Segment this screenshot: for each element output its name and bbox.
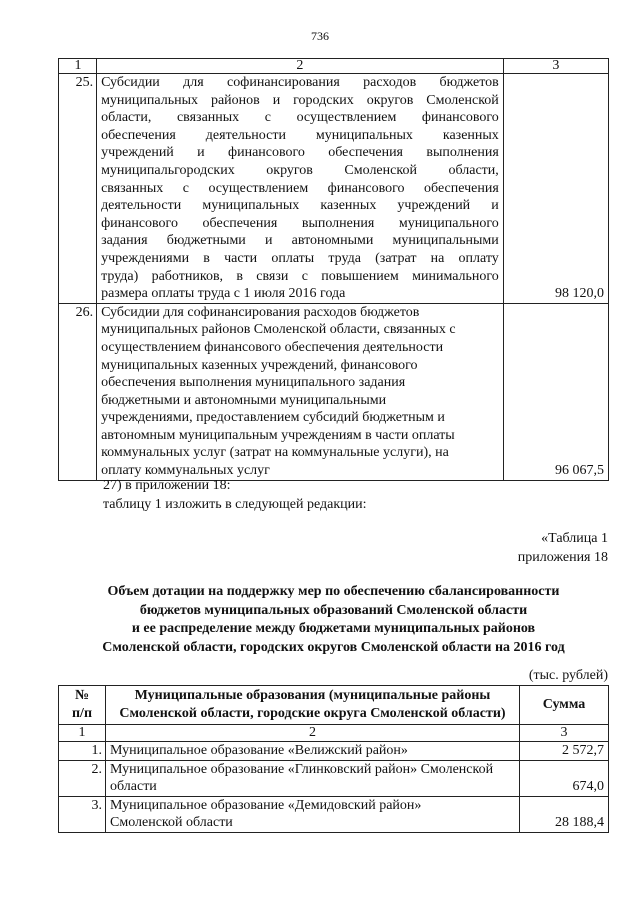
text-line: учреждениями в части оплаты труда (затрат на оплату	[101, 250, 499, 266]
index-col-3: 3	[520, 725, 609, 742]
subsidies-table	[58, 58, 609, 481]
text-line: оплату коммунальных услуг	[101, 463, 270, 479]
text-line: №	[74, 688, 90, 703]
text-line: муниципальных районов и городских округов Смоленской	[101, 92, 499, 108]
text-line: финансового обеспечения выполнения муниципального	[101, 215, 499, 231]
table-header-row	[59, 59, 609, 74]
text-line: Смоленской области, городские округа Смоленской области)	[119, 706, 506, 721]
paragraph-item-27: 27) в приложении 18:	[103, 478, 231, 493]
header-col-2: 2	[97, 59, 504, 74]
dotation-table	[58, 685, 609, 833]
paragraph-instruction: таблицу 1 изложить в следующей редакции:	[103, 497, 367, 512]
row-description	[97, 303, 504, 480]
text-line: Муниципальное образование «Демидовский район»	[110, 797, 422, 813]
row-amount: 674,0	[520, 760, 609, 796]
index-col-2: 2	[106, 725, 520, 742]
row-municipality	[106, 742, 520, 761]
text-line: бюджетов муниципальных образований Смоленской области	[139, 602, 528, 618]
row-municipality	[106, 760, 520, 796]
table-label: «Таблица 1	[541, 531, 608, 546]
text-line: учреждений и финансового обеспечения выполнения	[101, 145, 499, 161]
table-row	[59, 303, 609, 480]
text-line: области, связанных с осуществлением финансового	[101, 110, 499, 126]
text-line: связанных с осуществлением финансового обеспечения	[101, 180, 499, 196]
row-description	[97, 74, 504, 304]
page-number: 736	[311, 29, 329, 43]
row-amount: 2 572,7	[520, 742, 609, 761]
table-row	[59, 74, 609, 304]
text-line: коммунальных услуг (затрат на коммунальные услуги), на	[101, 445, 449, 461]
text-line: деятельности муниципальных казенных учреждений и	[101, 198, 499, 214]
text-line: обеспечения деятельности муниципальных казенных	[101, 127, 499, 143]
text-line: муниципальных казенных учреждений, финансового	[101, 357, 418, 373]
header-col-3: 3	[503, 59, 608, 74]
text-line: Смоленской области	[110, 815, 233, 831]
text-line: Субсидии для софинансирования расходов бюджетов	[101, 75, 499, 90]
text-line: задания бюджетными и автономными муниципальными	[101, 233, 499, 249]
text-line: и ее распределение между бюджетами муниципальных районов	[131, 621, 536, 636]
text-line: муниципальных районов Смоленской области, связанных с	[101, 322, 456, 338]
table-row	[59, 760, 609, 796]
units-label: (тыс. рублей)	[528, 668, 608, 683]
text-line: труда) работников, в связи с повышением минимального	[101, 268, 499, 284]
table-index-row	[59, 725, 609, 742]
index-col-1: 1	[59, 725, 106, 742]
text-line: учреждениями, предоставлением субсидий бюджетным и	[101, 410, 445, 426]
row-number: 2.	[59, 760, 106, 796]
text-line: осуществлением финансового обеспечения деятельности	[101, 339, 444, 355]
row-number: 25.	[59, 74, 97, 304]
table-row	[59, 796, 609, 832]
row-number: 26.	[59, 303, 97, 480]
row-number: 1.	[59, 742, 106, 761]
table-header-row	[59, 686, 609, 725]
text-line: области	[110, 779, 157, 795]
text-line: Субсидии для софинансирования расходов бюджетов	[101, 304, 420, 320]
text-line: Муниципальное образование «Глинковский район» Смоленской	[110, 761, 494, 777]
text-line: Муниципальные образования (муниципальные районы	[134, 688, 491, 703]
header-col-1: 1	[59, 59, 97, 74]
table-row	[59, 742, 609, 761]
row-amount: 28 188,4	[520, 796, 609, 832]
text-line: автономным муниципальным учреждениям в части оплаты	[101, 427, 455, 443]
row-amount: 98 120,0	[503, 74, 608, 304]
row-municipality	[106, 796, 520, 832]
header-municipality	[106, 686, 520, 725]
appendix-label: приложения 18	[517, 550, 608, 565]
text-line: размера оплаты труда с 1 июля 2016 года	[101, 286, 346, 302]
row-amount: 96 067,5	[503, 303, 608, 480]
table-title	[58, 583, 609, 657]
text-line: Муниципальное образование «Велижский район»	[110, 743, 408, 758]
header-number	[59, 686, 106, 725]
text-line: Объем дотации на поддержку мер по обеспечению сбалансированности	[107, 584, 560, 599]
row-number: 3.	[59, 796, 106, 832]
header-sum: Сумма	[520, 686, 609, 725]
text-line: бюджетными и автономными муниципальными	[101, 392, 387, 408]
text-line: п/п	[71, 706, 93, 721]
text-line: Смоленской области, городских округов Смоленской области на 2016 год	[102, 639, 565, 655]
text-line: обеспечения выполнения муниципального задания	[101, 375, 406, 391]
text-line: муниципальгородских округов Смоленской области,	[101, 162, 499, 178]
